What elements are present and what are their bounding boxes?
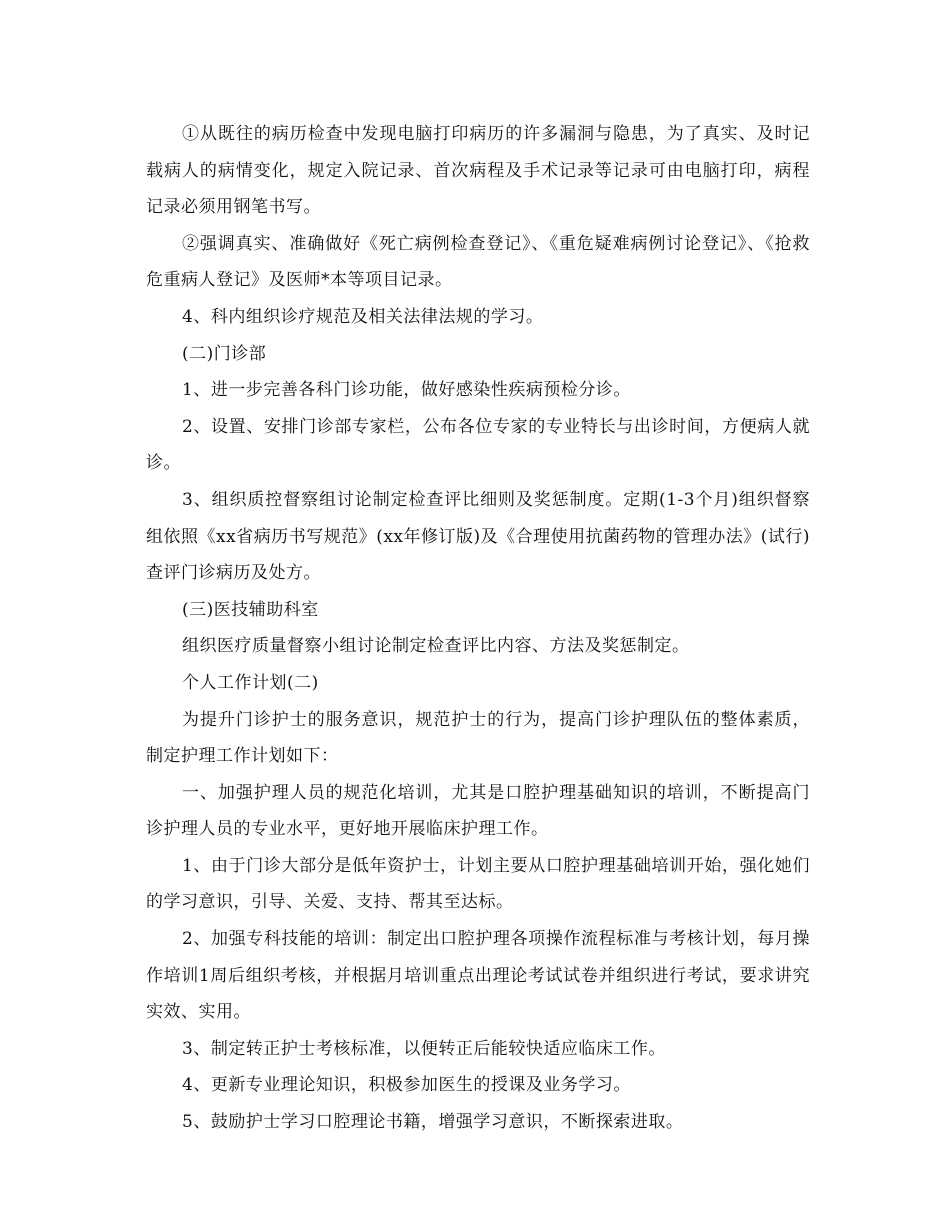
paragraph-17: 5、鼓励护士学习口腔理论书籍，增强学习意识，不断探索进取。 [182,1112,684,1133]
paragraph-14: 2、加强专科技能的培训：制定出口腔护理各项操作流程标准与考核计划，每月操作培训1周后组织考核，并根据月培训重点出理论考试试卷并组织进行考试，要求讲究实效、实用。 [146,929,810,1023]
document-body [146,116,810,1141]
paragraph-12: 一、加强护理人员的规范化培训，尤其是口腔护理基础知识的培训，不断提高门诊护理人员的专业水平，更好地开展临床护理工作。 [146,782,810,840]
paragraph-13: 1、由于门诊大部分是低年资护士，计划主要从口腔护理基础培训开始，强化她们的学习意识，引导、关爱、支持、帮其至达标。 [146,855,810,913]
paragraph-16: 4、更新专业理论知识，积极参加医生的授课及业务学习。 [182,1075,631,1096]
paragraph-3: 4、科内组织诊疗规范及相关法律法规的学习。 [182,306,544,327]
paragraph-11: 为提升门诊护士的服务意识，规范护士的行为，提高门诊护理队伍的整体素质，制定护理工作计划如下： [146,709,810,767]
paragraph-9: 组织医疗质量督察小组讨论制定检查评比内容、方法及奖惩制定。 [182,636,690,657]
paragraph-1: ①从既往的病历检查中发现电脑打印病历的许多漏洞与隐患，为了真实、及时记载病人的病情变化，规定入院记录、首次病程及手术记录等记录可由电脑打印，病程记录必须用钢笔书写。 [146,124,810,218]
paragraph-7: 3、组织质控督察组讨论制定检查评比细则及奖惩制度。定期(1-3个月)组织督察组依照《xx省病历书写规范》(xx年修订版)及《合理使用抗菌药物的管理办法》(试行)查评门诊病历及处方。 [146,489,810,584]
paragraph-5: 1、进一步完善各科门诊功能，做好感染性疾病预检分诊。 [182,380,631,401]
section-heading-outpatient: (二)门诊部 [182,343,267,364]
paragraph-6: 2、设置、安排门诊部专家栏，公布各位专家的专业特长与出诊时间，方便病人就诊。 [146,416,810,474]
section-heading-plan-2: 个人工作计划(二) [182,672,319,693]
paragraph-15: 3、制定转正护士考核标准，以便转正后能较快适应临床工作。 [182,1038,666,1059]
paragraph-2: ②强调真实、准确做好《死亡病例检查登记》、《重危疑难病例讨论登记》、《抢救危重病人登记》及医师*本等项目记录。 [146,233,810,291]
section-heading-medtech: (三)医技辅助科室 [182,599,319,620]
